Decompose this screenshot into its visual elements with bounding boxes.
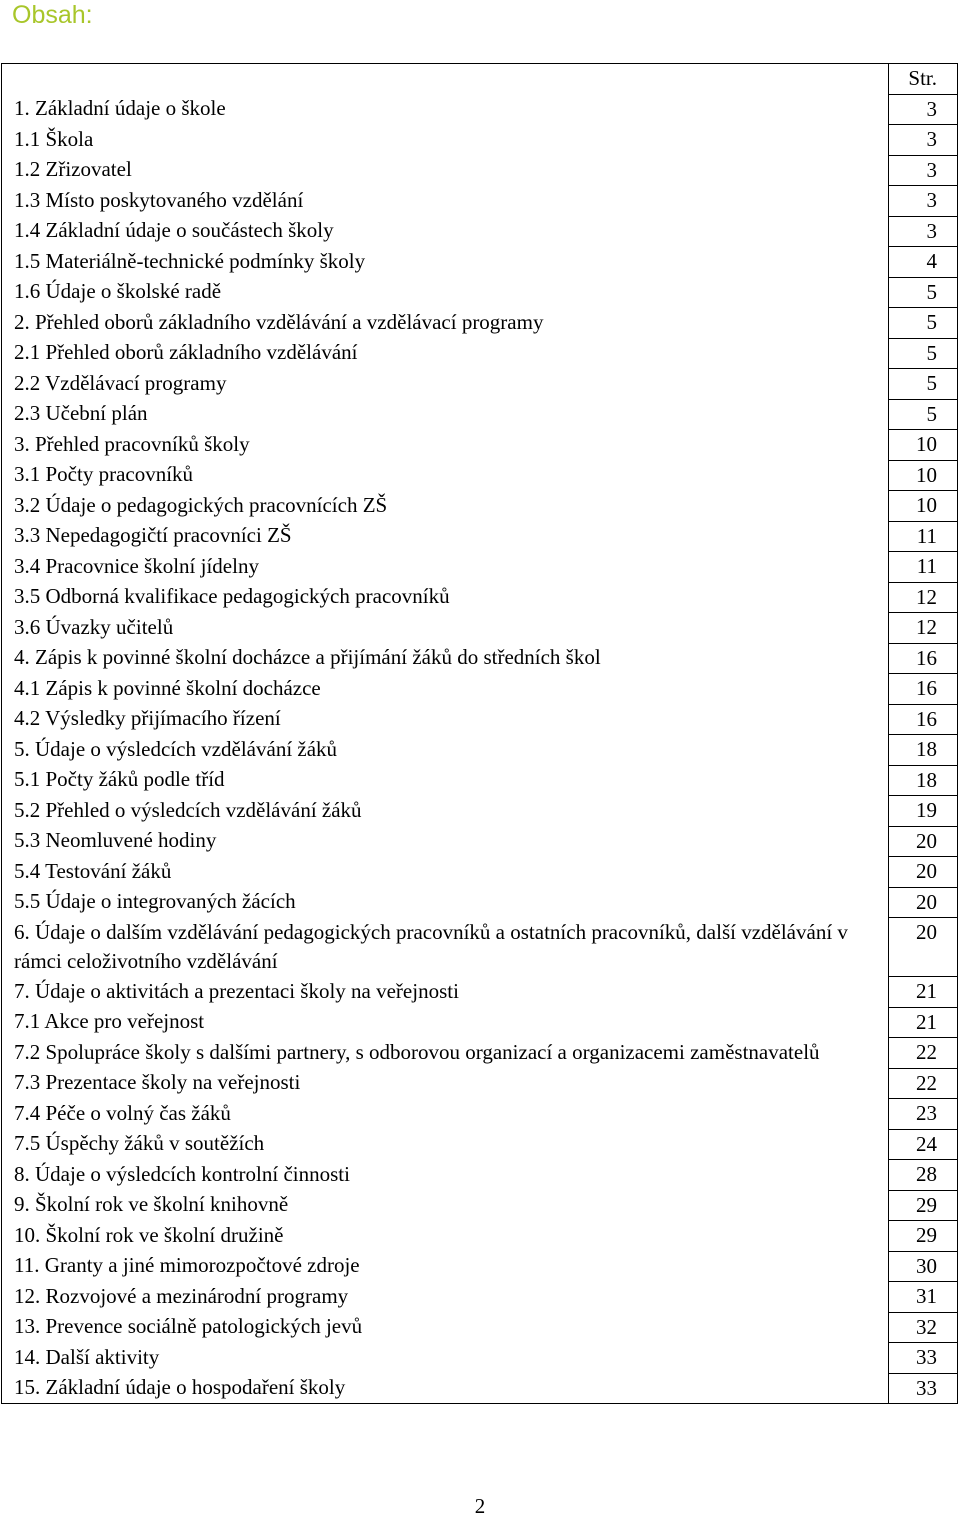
toc-entry-page: 5 bbox=[889, 369, 958, 400]
toc-entry-title: 2.3 Učební plán bbox=[2, 399, 889, 430]
toc-entry-row bbox=[2, 1007, 958, 1038]
toc-entry-page: 24 bbox=[889, 1129, 958, 1160]
toc-entry-page: 5 bbox=[889, 338, 958, 369]
toc-entry-page: 23 bbox=[889, 1099, 958, 1130]
toc-entry-row bbox=[2, 460, 958, 491]
toc-entry-page: 3 bbox=[889, 216, 958, 247]
toc-entry-page: 31 bbox=[889, 1282, 958, 1313]
toc-entry-row bbox=[2, 338, 958, 369]
toc-entry-row bbox=[2, 857, 958, 888]
toc-entry-row bbox=[2, 796, 958, 827]
toc-entry-row bbox=[2, 155, 958, 186]
toc-entry-title: 1.4 Základní údaje o součástech školy bbox=[2, 216, 889, 247]
toc-entry-title: 3.5 Odborná kvalifikace pedagogických pracovníků bbox=[2, 582, 889, 613]
toc-table bbox=[1, 63, 958, 1404]
toc-entry-title: 5. Údaje o výsledcích vzdělávání žáků bbox=[2, 735, 889, 766]
toc-entry-row bbox=[2, 552, 958, 583]
toc-entry-page: 3 bbox=[889, 155, 958, 186]
toc-entry-row bbox=[2, 216, 958, 247]
toc-entry-page: 12 bbox=[889, 582, 958, 613]
toc-entry-title: 9. Školní rok ve školní knihovně bbox=[2, 1190, 889, 1221]
toc-entry-row bbox=[2, 1190, 958, 1221]
toc-entry-page: 20 bbox=[889, 887, 958, 918]
toc-entry-title: 2. Přehled oborů základního vzdělávání a vzdělávací programy bbox=[2, 308, 889, 339]
toc-entry-row bbox=[2, 369, 958, 400]
toc-entry-row bbox=[2, 674, 958, 705]
toc-entry-page: 29 bbox=[889, 1221, 958, 1252]
toc-entry-title: 8. Údaje o výsledcích kontrolní činnosti bbox=[2, 1160, 889, 1191]
toc-entry-title: 1.6 Údaje o školské radě bbox=[2, 277, 889, 308]
toc-entry-page: 30 bbox=[889, 1251, 958, 1282]
toc-entry-page: 28 bbox=[889, 1160, 958, 1191]
toc-entry-row bbox=[2, 1068, 958, 1099]
toc-entry-title: 2.1 Přehled oborů základního vzdělávání bbox=[2, 338, 889, 369]
toc-entry-title: 7.2 Spolupráce školy s dalšími partnery, s odborovou organizací a organizacemi zaměstnavatelů bbox=[2, 1038, 889, 1069]
toc-entry-title: 12. Rozvojové a mezinárodní programy bbox=[2, 1282, 889, 1313]
toc-entry-title: 13. Prevence sociálně patologických jevů bbox=[2, 1312, 889, 1343]
toc-entry-title: 7. Údaje o aktivitách a prezentaci školy na veřejnosti bbox=[2, 977, 889, 1008]
toc-entry-row bbox=[2, 582, 958, 613]
toc-entry-row bbox=[2, 1251, 958, 1282]
toc-entry-title: 1. Základní údaje o škole bbox=[2, 94, 889, 125]
toc-entry-row bbox=[2, 491, 958, 522]
toc-entry-page: 11 bbox=[889, 552, 958, 583]
toc-entry-page: 33 bbox=[889, 1373, 958, 1404]
toc-entry-row bbox=[2, 613, 958, 644]
toc-entry-title: 7.3 Prezentace školy na veřejnosti bbox=[2, 1068, 889, 1099]
toc-entry-row bbox=[2, 1099, 958, 1130]
toc-entry-row bbox=[2, 765, 958, 796]
toc-entry-page: 29 bbox=[889, 1190, 958, 1221]
toc-entry-title: 14. Další aktivity bbox=[2, 1343, 889, 1374]
toc-entry-page: 19 bbox=[889, 796, 958, 827]
toc-entry-page: 5 bbox=[889, 308, 958, 339]
toc-entry-title: 4.1 Zápis k povinné školní docházce bbox=[2, 674, 889, 705]
toc-entry-title: 3.4 Pracovnice školní jídelny bbox=[2, 552, 889, 583]
toc-entry-page: 10 bbox=[889, 491, 958, 522]
toc-entry-title: 3. Přehled pracovníků školy bbox=[2, 430, 889, 461]
toc-entry-page: 3 bbox=[889, 186, 958, 217]
toc-entry-title: 7.5 Úspěchy žáků v soutěžích bbox=[2, 1129, 889, 1160]
toc-entry-title: 5.5 Údaje o integrovaných žácích bbox=[2, 887, 889, 918]
page-number: 2 bbox=[474, 1494, 486, 1518]
toc-entry-page: 10 bbox=[889, 430, 958, 461]
toc-entry-row bbox=[2, 1221, 958, 1252]
toc-entry-title: 5.3 Neomluvené hodiny bbox=[2, 826, 889, 857]
toc-entry-page: 32 bbox=[889, 1312, 958, 1343]
toc-entry-page: 16 bbox=[889, 674, 958, 705]
toc-entry-page: 10 bbox=[889, 460, 958, 491]
toc-entry-page: 21 bbox=[889, 977, 958, 1008]
toc-entry-row bbox=[2, 977, 958, 1008]
toc-entry-row bbox=[2, 125, 958, 156]
toc-entry-page: 3 bbox=[889, 125, 958, 156]
toc-entry-title: 3.2 Údaje o pedagogických pracovnících ZŠ bbox=[2, 491, 889, 522]
toc-entry-page: 33 bbox=[889, 1343, 958, 1374]
toc-entry-title: 5.2 Přehled o výsledcích vzdělávání žáků bbox=[2, 796, 889, 827]
toc-entry-page: 22 bbox=[889, 1068, 958, 1099]
toc-entry-row bbox=[2, 186, 958, 217]
toc-entry-title: 5.4 Testování žáků bbox=[2, 857, 889, 888]
toc-entry-title: 1.1 Škola bbox=[2, 125, 889, 156]
toc-entry-row bbox=[2, 826, 958, 857]
toc-entry-title: 3.6 Úvazky učitelů bbox=[2, 613, 889, 644]
toc-entry-page: 18 bbox=[889, 765, 958, 796]
toc-entry-title: 5.1 Počty žáků podle tříd bbox=[2, 765, 889, 796]
toc-entry-row bbox=[2, 1160, 958, 1191]
toc-entry-row bbox=[2, 247, 958, 278]
toc-entry-page: 20 bbox=[889, 918, 958, 977]
toc-entry-page: 3 bbox=[889, 94, 958, 125]
toc-entry-title: 4. Zápis k povinné školní docházce a přijímání žáků do středních škol bbox=[2, 643, 889, 674]
toc-entry-row bbox=[2, 1038, 958, 1069]
toc-entry-page: 5 bbox=[889, 277, 958, 308]
toc-entry-title: 10. Školní rok ve školní družině bbox=[2, 1221, 889, 1252]
toc-entry-row bbox=[2, 1312, 958, 1343]
toc-entry-title: 3.1 Počty pracovníků bbox=[2, 460, 889, 491]
toc-entry-row bbox=[2, 1373, 958, 1404]
toc-entry-title: 6. Údaje o dalším vzdělávání pedagogických pracovníků a ostatních pracovníků, další vzdělávání v rámci celoživotního vzdělávání bbox=[2, 918, 889, 977]
toc-entry-row bbox=[2, 704, 958, 735]
toc-entry-row bbox=[2, 521, 958, 552]
toc-entry-title: 2.2 Vzdělávací programy bbox=[2, 369, 889, 400]
toc-entry-title: 7.1 Akce pro veřejnost bbox=[2, 1007, 889, 1038]
toc-entry-page: 11 bbox=[889, 521, 958, 552]
toc-entry-row bbox=[2, 1282, 958, 1313]
toc-entry-title: 1.2 Zřizovatel bbox=[2, 155, 889, 186]
toc-entry-title: 1.5 Materiálně-technické podmínky školy bbox=[2, 247, 889, 278]
toc-entry-row bbox=[2, 643, 958, 674]
toc-entry-page: 5 bbox=[889, 399, 958, 430]
toc-entry-title: 15. Základní údaje o hospodaření školy bbox=[2, 1373, 889, 1404]
toc-entry-row bbox=[2, 277, 958, 308]
toc-entry-row bbox=[2, 308, 958, 339]
toc-entry-page: 16 bbox=[889, 704, 958, 735]
toc-entry-title: 4.2 Výsledky přijímacího řízení bbox=[2, 704, 889, 735]
toc-entry-page: 21 bbox=[889, 1007, 958, 1038]
toc-entry-title: 7.4 Péče o volný čas žáků bbox=[2, 1099, 889, 1130]
toc-entry-row bbox=[2, 735, 958, 766]
toc-entry-row bbox=[2, 918, 958, 977]
toc-heading: Obsah: bbox=[12, 1, 93, 29]
toc-entry-title: 11. Granty a jiné mimorozpočtové zdroje bbox=[2, 1251, 889, 1282]
toc-entry-page: 16 bbox=[889, 643, 958, 674]
toc-entry-row bbox=[2, 1129, 958, 1160]
toc-entry-title: 3.3 Nepedagogičtí pracovníci ZŠ bbox=[2, 521, 889, 552]
toc-header-title-cell bbox=[2, 64, 889, 95]
toc-entry-row bbox=[2, 399, 958, 430]
toc-entry-row bbox=[2, 1343, 958, 1374]
toc-entry-row bbox=[2, 94, 958, 125]
toc-entry-page: 12 bbox=[889, 613, 958, 644]
toc-entry-row bbox=[2, 430, 958, 461]
toc-entry-page: 18 bbox=[889, 735, 958, 766]
toc-page-column-header: Str. bbox=[889, 64, 958, 95]
toc-header-row bbox=[2, 64, 958, 95]
toc-entry-page: 20 bbox=[889, 826, 958, 857]
toc-entry-title: 1.3 Místo poskytovaného vzdělání bbox=[2, 186, 889, 217]
toc-entry-page: 22 bbox=[889, 1038, 958, 1069]
toc-entry-page: 20 bbox=[889, 857, 958, 888]
toc-entry-row bbox=[2, 887, 958, 918]
toc-entry-page: 4 bbox=[889, 247, 958, 278]
